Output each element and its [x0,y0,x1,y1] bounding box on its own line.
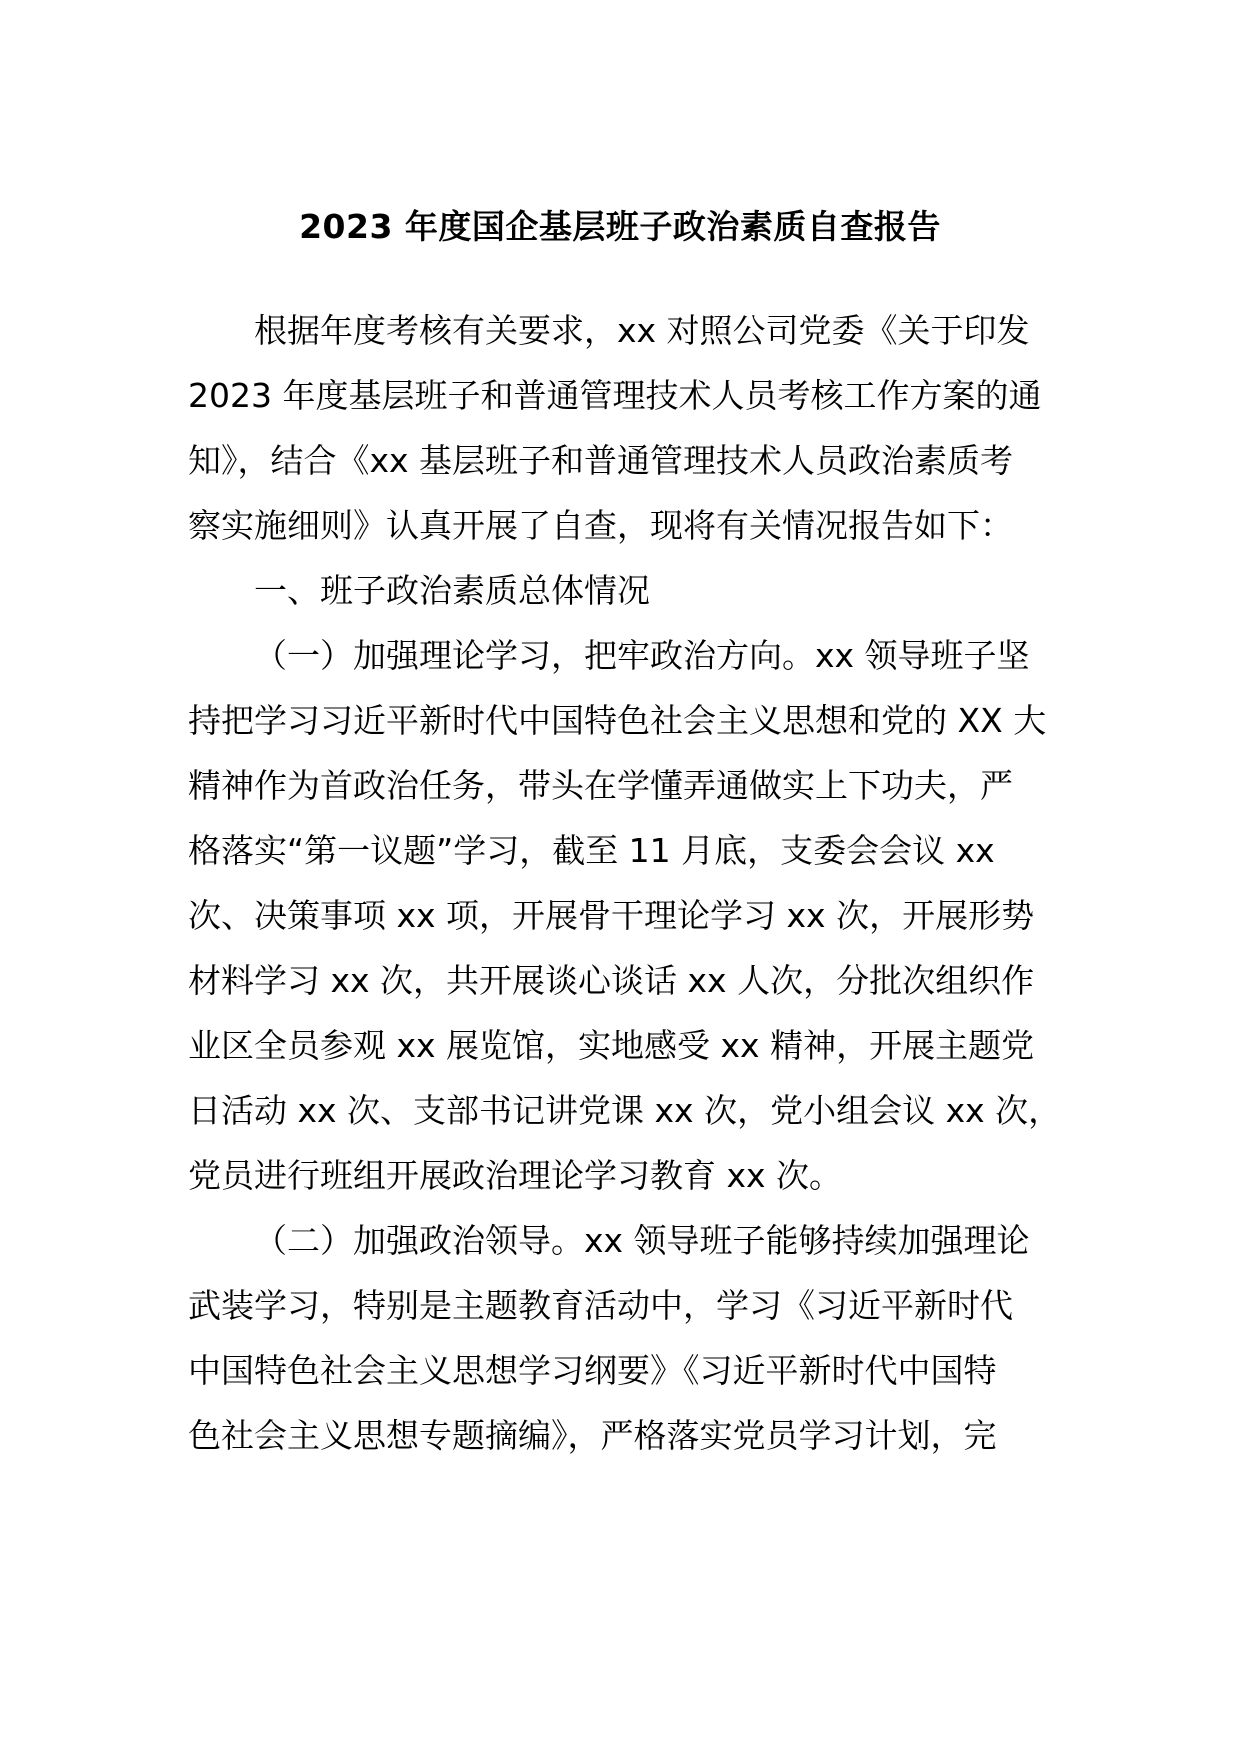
document-title: 2023 年度国企基层班子政治素质自查报告 [299,207,941,246]
section-heading: 一、班子政治素质总体情况 [254,571,650,610]
paragraph-line: 材料学习 xx 次，共开展谈心谈话 xx 人次，分批次组织作 [188,961,1035,1000]
paragraph-line: 知》，结合《xx 基层班子和普通管理技术人员政治素质考 [188,441,1014,480]
paragraph-line: 持把学习习近平新时代中国特色社会主义思想和党的 XX 大 [188,701,1047,740]
paragraph-line: 次、决策事项 xx 项，开展骨干理论学习 xx 次，开展形势 [188,896,1035,935]
paragraph-line: 根据年度考核有关要求，xx 对照公司党委《关于印发 [254,311,1030,350]
paragraph-line: 2023 年度基层班子和普通管理技术人员考核工作方案的通 [188,376,1042,415]
paragraph-line: 党员进行班组开展政治理论学习教育 xx 次。 [188,1156,843,1195]
paragraph-line: 武装学习，特别是主题教育活动中，学习《习近平新时代 [188,1286,1013,1325]
paragraph-line: （一）加强理论学习，把牢政治方向。xx 领导班子坚 [254,636,1030,675]
paragraph-line: 察实施细则》认真开展了自查，现将有关情况报告如下： [188,506,1013,545]
paragraph-line: 精神作为首政治任务，带头在学懂弄通做实上下功夫，严 [188,766,1013,805]
paragraph-line: 中国特色社会主义思想学习纲要》《习近平新时代中国特 [188,1351,997,1390]
paragraph-line: （二）加强政治领导。xx 领导班子能够持续加强理论 [254,1221,1030,1260]
paragraph-line: 色社会主义思想专题摘编》，严格落实党员学习计划，完 [188,1416,997,1455]
paragraph-line: 日活动 xx 次、支部书记讲党课 xx 次，党小组会议 xx 次， [188,1091,1062,1130]
document-body [188,298,1062,1468]
paragraph-line: 业区全员参观 xx 展览馆，实地感受 xx 精神，开展主题党 [188,1026,1035,1065]
paragraph-line: 格落实“第一议题”学习，截至 11 月底，支委会会议 xx [188,831,995,870]
